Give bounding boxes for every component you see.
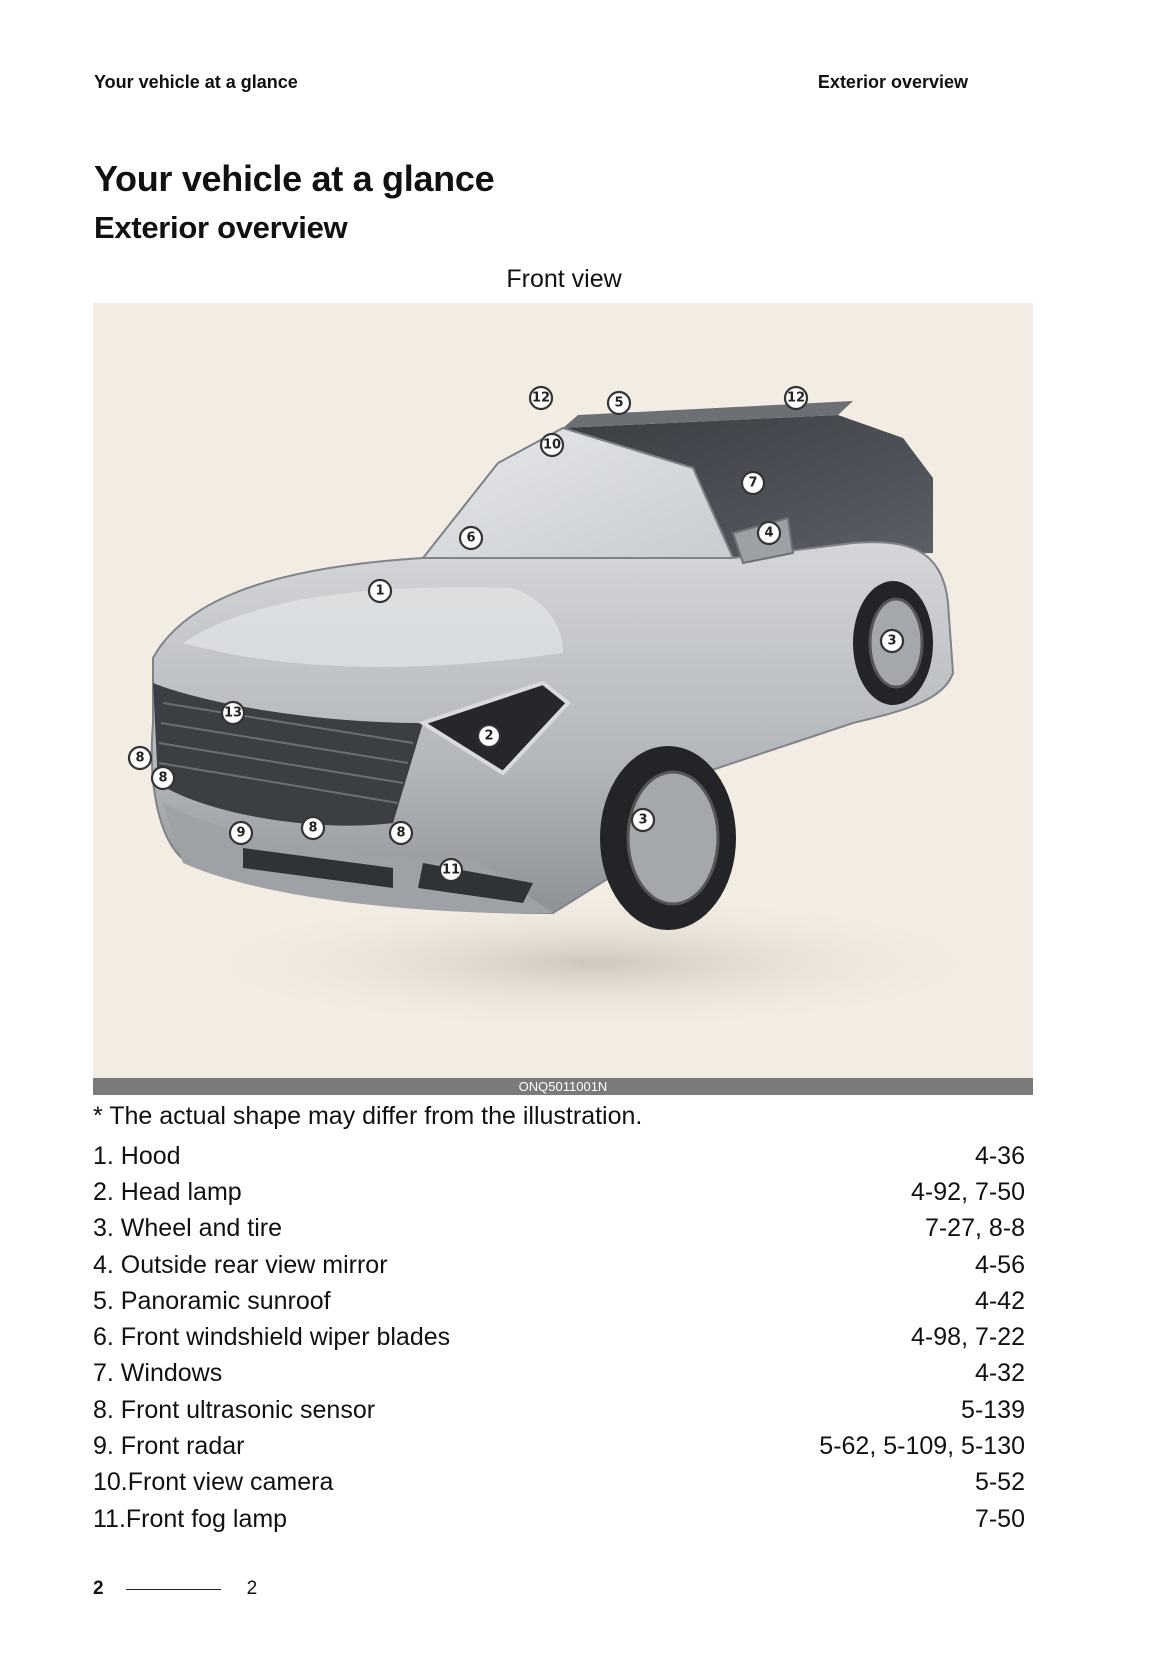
svg-text:12: 12	[786, 390, 806, 406]
part-label: 11.Front fog lamp	[93, 1504, 288, 1533]
list-item	[93, 1428, 1025, 1464]
callout-3-rear	[881, 630, 903, 652]
part-pages: 5-52	[974, 1468, 1025, 1497]
svg-text:11: 11	[441, 862, 461, 878]
part-label: 1. Hood	[93, 1141, 181, 1170]
callout-11	[440, 859, 462, 881]
part-pages: 4-92, 7-50	[911, 1177, 1025, 1206]
list-item	[93, 1138, 1025, 1174]
callout-8-d	[390, 822, 412, 844]
front-wheel	[600, 746, 736, 930]
footer-divider	[126, 1589, 221, 1590]
svg-text:1: 1	[375, 583, 385, 599]
callout-12-right	[785, 387, 807, 409]
part-pages: 5-62, 5-109, 5-130	[819, 1432, 1025, 1461]
svg-text:2: 2	[484, 728, 494, 744]
part-label: 5. Panoramic sunroof	[93, 1286, 331, 1315]
callout-8-c	[302, 817, 324, 839]
part-label: 7. Windows	[93, 1359, 223, 1388]
vehicle-drawing	[93, 303, 1033, 1078]
part-label: 8. Front ultrasonic sensor	[93, 1395, 376, 1424]
list-item	[93, 1465, 1025, 1501]
svg-text:9: 9	[236, 825, 246, 841]
svg-text:12: 12	[531, 390, 551, 406]
part-pages: 4-56	[974, 1250, 1025, 1279]
part-pages: 5-139	[961, 1395, 1025, 1424]
list-item	[93, 1247, 1025, 1283]
part-pages: 4-36	[974, 1141, 1025, 1170]
svg-text:8: 8	[396, 825, 406, 841]
svg-text:7: 7	[748, 475, 758, 491]
list-item	[93, 1319, 1025, 1355]
running-header-left: Your vehicle at a glance	[94, 72, 298, 92]
page-number: 2	[93, 1578, 104, 1599]
list-item	[93, 1356, 1025, 1392]
figure-caption: Front view	[506, 265, 622, 293]
callout-6	[460, 527, 482, 549]
list-item	[93, 1501, 1025, 1537]
callout-3-front	[632, 809, 654, 831]
part-pages: 4-32	[974, 1359, 1025, 1388]
svg-text:8: 8	[135, 750, 145, 766]
part-label: 3. Wheel and tire	[93, 1214, 282, 1243]
part-pages: 4-98, 7-22	[911, 1323, 1025, 1352]
svg-text:10: 10	[542, 437, 562, 453]
callout-9	[230, 822, 252, 844]
svg-text:8: 8	[308, 820, 318, 836]
part-label: 9. Front radar	[93, 1432, 245, 1461]
page-footer	[93, 1578, 257, 1600]
list-item	[93, 1283, 1025, 1319]
callout-7	[742, 472, 764, 494]
svg-text:13: 13	[223, 705, 243, 721]
svg-text:6: 6	[466, 530, 476, 546]
page-title: Your vehicle at a glance	[94, 158, 495, 199]
running-header-right: Exterior overview	[817, 72, 968, 92]
vehicle-illustration	[93, 303, 1033, 1078]
figure-code-bar	[93, 1078, 1033, 1095]
callout-10	[541, 434, 563, 456]
part-label: 10.Front view camera	[93, 1468, 334, 1497]
figure-code: ONQ5011001N	[518, 1079, 608, 1094]
callout-4	[758, 522, 780, 544]
callout-5	[608, 392, 630, 414]
part-label: 6. Front windshield wiper blades	[93, 1323, 451, 1352]
ground-shadow	[173, 893, 1013, 1033]
callout-1	[369, 580, 391, 602]
illustration-note: * The actual shape may differ from the illustration.	[93, 1102, 643, 1130]
part-pages: 7-50	[974, 1504, 1025, 1533]
callout-2	[478, 725, 500, 747]
svg-text:3: 3	[887, 633, 897, 649]
callout-8-b	[152, 767, 174, 789]
callout-8-a	[129, 747, 151, 769]
svg-text:5: 5	[614, 395, 624, 411]
callout-13	[222, 702, 244, 724]
list-item	[93, 1174, 1025, 1210]
part-pages: 4-42	[974, 1286, 1025, 1315]
part-label: 2. Head lamp	[93, 1177, 242, 1206]
svg-text:4: 4	[764, 525, 774, 541]
section-number: 2	[246, 1578, 258, 1599]
page-subtitle: Exterior overview	[94, 210, 348, 245]
svg-text:8: 8	[158, 770, 168, 786]
part-label: 4. Outside rear view mirror	[93, 1250, 388, 1279]
parts-list	[93, 1138, 1025, 1537]
callout-12-left	[530, 387, 552, 409]
list-item	[93, 1392, 1025, 1428]
svg-text:3: 3	[638, 812, 648, 828]
list-item	[93, 1211, 1025, 1247]
part-pages: 7-27, 8-8	[924, 1214, 1025, 1243]
